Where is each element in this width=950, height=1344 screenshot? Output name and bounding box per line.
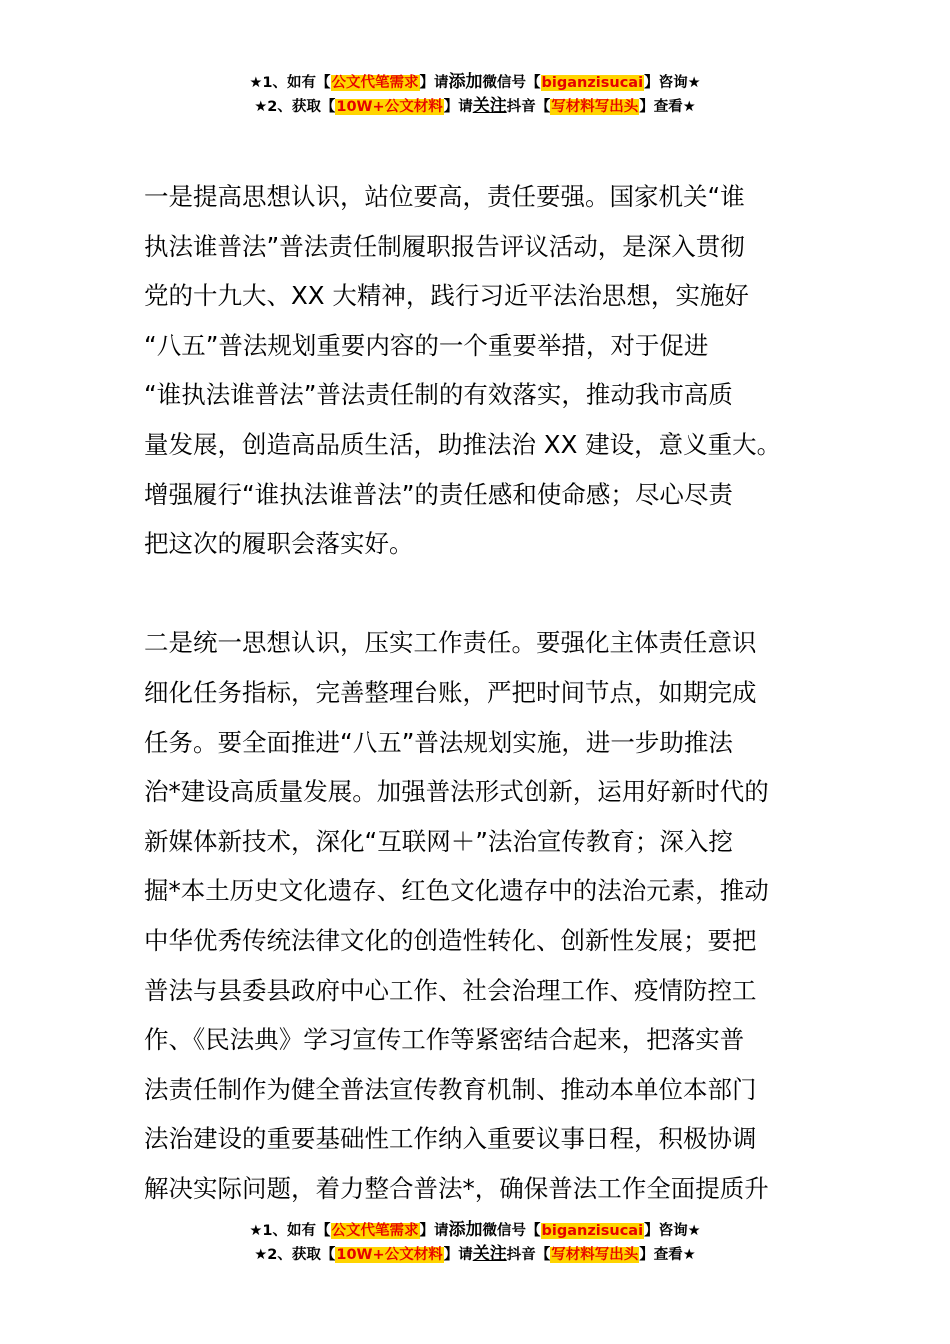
paragraph-line: “八五”普法规划重要内容的一个重要举措，对于促进 — [144, 330, 709, 360]
paragraph-line: 党的十九大、XX 大精神，践行习近平法治思想，实施好 — [144, 281, 749, 311]
paragraph-line: 解决实际问题，着力整合普法*，确保普法工作全面提质升 — [144, 1173, 769, 1203]
promo-text: 抖音【 — [506, 99, 551, 115]
promo-text: 】查看★ — [639, 99, 696, 115]
promo-emphasis: 关注 — [472, 1244, 507, 1264]
paragraph-line: 法责任制作为健全普法宣传教育机制、推动本单位本部门 — [144, 1074, 757, 1104]
promo-text: ★1、如有【 — [249, 75, 331, 91]
paragraph-line: 二是统一思想认识，压实工作责任。要强化主体责任意识 — [144, 628, 757, 658]
paragraph-line: “谁执法谁普法”普法责任制的有效落实，推动我市高质 — [144, 380, 733, 410]
promo-highlight: 10W+公文材料 — [336, 1247, 443, 1263]
promo-emphasis: 添加 — [448, 1220, 483, 1240]
paragraph-line: 治*建设高质量发展。加强普法形式创新，运用好新时代的 — [144, 777, 769, 807]
paragraph-line: 中华优秀传统法律文化的创造性转化、创新性发展；要把 — [144, 925, 757, 955]
promo-text: 】请 — [419, 75, 449, 91]
header-promo-line-2 — [0, 94, 950, 118]
paragraph-line: 把这次的履职会落实好。 — [144, 529, 414, 559]
paragraph-line: 新媒体新技术，深化“互联网＋”法治宣传教育；深入挖 — [144, 826, 733, 856]
promo-text: 】请 — [443, 1247, 473, 1263]
promo-highlight-wechat-id: biganzisucai — [541, 1223, 644, 1239]
promo-text: ★1、如有【 — [249, 1223, 331, 1239]
promo-highlight-douyin: 写材料写出头 — [551, 99, 639, 115]
promo-highlight-douyin: 写材料写出头 — [551, 1247, 639, 1263]
paragraph-2 — [144, 618, 808, 1213]
paragraph-line: 普法与县委县政府中心工作、社会治理工作、疫情防控工 — [144, 975, 757, 1005]
paragraph-line: 法治建设的重要基础性工作纳入重要议事日程，积极协调 — [144, 1124, 757, 1154]
paragraph-line: 增强履行“谁执法谁普法”的责任感和使命感；尽心尽责 — [144, 479, 733, 509]
promo-highlight: 公文代笔需求 — [331, 75, 419, 91]
footer-promo-line-1 — [0, 1218, 950, 1242]
promo-text: 】请 — [443, 99, 473, 115]
paragraph-line: 细化任务指标，完善整理台账，严把时间节点，如期完成 — [144, 677, 757, 707]
promo-text: ★2、获取【 — [254, 99, 336, 115]
promo-text: 微信号【 — [482, 75, 541, 91]
promo-text: 微信号【 — [482, 1223, 541, 1239]
promo-emphasis: 添加 — [448, 72, 483, 92]
promo-text: 】查看★ — [639, 1247, 696, 1263]
promo-text: 】咨询★ — [644, 75, 701, 91]
paragraph-line: 掘*本土历史文化遗存、红色文化遗存中的法治元素，推动 — [144, 876, 769, 906]
promo-emphasis: 关注 — [472, 96, 507, 116]
paragraph-line: 作、《民法典》学习宣传工作等紧密结合起来，把落实普 — [144, 1025, 745, 1055]
footer-promo-line-2 — [0, 1242, 950, 1266]
promo-highlight: 10W+公文材料 — [336, 99, 443, 115]
promo-text: ★2、获取【 — [254, 1247, 336, 1263]
paragraph-line: 量发展，创造高品质生活，助推法治 XX 建设，意义重大。 — [144, 429, 782, 459]
paragraph-1 — [144, 172, 808, 569]
promo-text: 】咨询★ — [644, 1223, 701, 1239]
header-promo — [0, 70, 950, 118]
header-promo-line-1 — [0, 70, 950, 94]
promo-text: 】请 — [419, 1223, 449, 1239]
paragraph-line: 任务。要全面推进“八五”普法规划实施，进一步助推法 — [144, 727, 733, 757]
promo-text: 抖音【 — [506, 1247, 551, 1263]
promo-highlight-wechat-id: biganzisucai — [541, 75, 644, 91]
paragraph-spacer — [144, 569, 808, 619]
paragraph-line: 一是提高思想认识，站位要高，责任要强。国家机关“谁 — [144, 182, 745, 211]
promo-highlight: 公文代笔需求 — [331, 1223, 419, 1239]
paragraph-line: 执法谁普法”普法责任制履职报告评议活动，是深入贯彻 — [144, 231, 745, 261]
document-body — [144, 172, 808, 1213]
footer-promo — [0, 1218, 950, 1266]
